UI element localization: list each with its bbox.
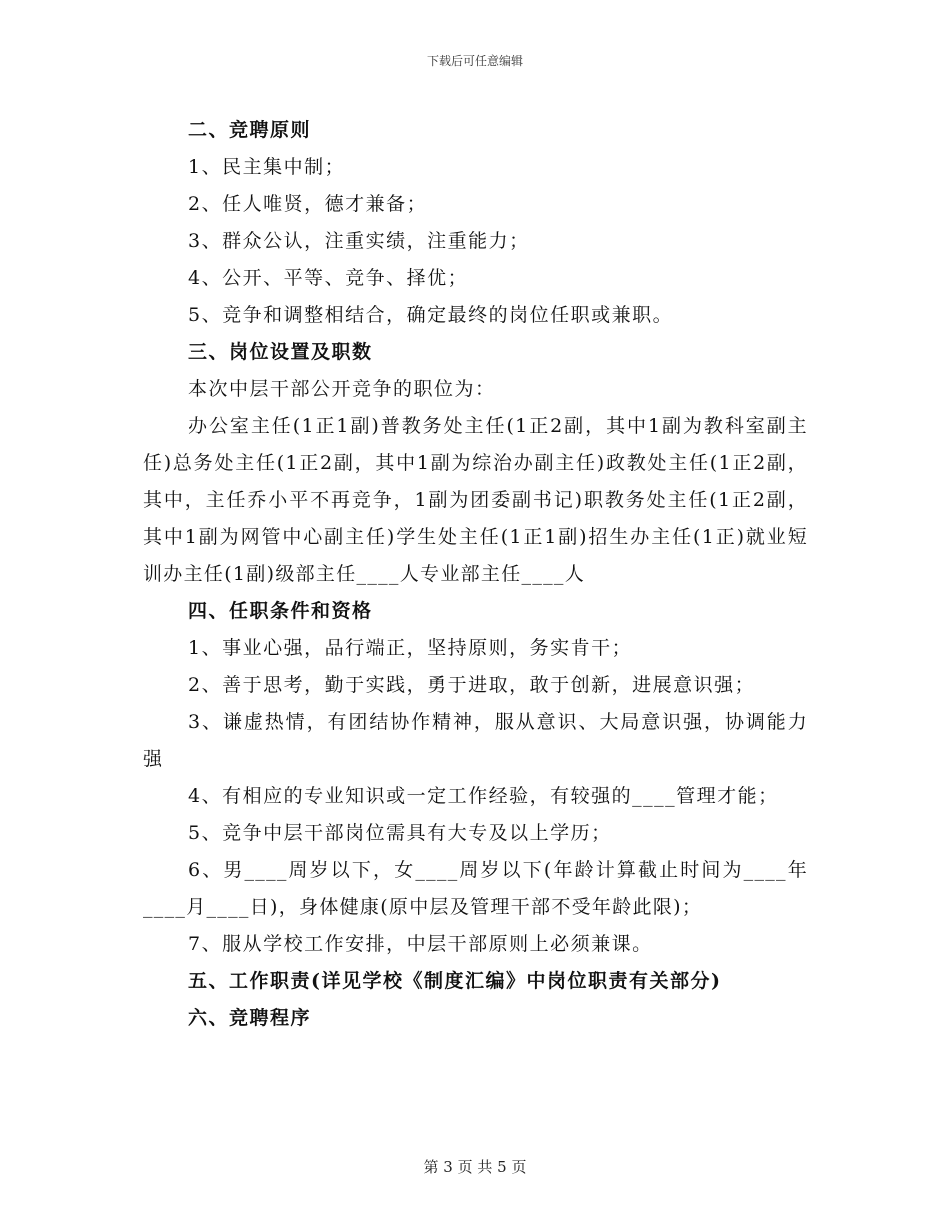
list-item: 1、民主集中制； xyxy=(188,156,346,178)
list-item: 2、任人唯贤，德才兼备； xyxy=(188,193,428,215)
section-title-qualifications: 四、任职条件和资格 xyxy=(188,600,373,622)
positions-paragraph: 办公室主任(1正1副)普教务处主任(1正2副，其中1副为教科室副主任)总务处主任(1正2副，其中1副为综治办副主任)政教处主任(1正2副，其中，主任乔小平不再竞争，1副为团委副书记)职教务处主任(1正2副，其中1副为网管中心副主任)学生处主任(1正1副)招生办主任(1正)就业短训办主任(1副)级部主任____人专业部主任____人 xyxy=(143,415,808,585)
list-item: 1、事业心强，品行端正，坚持原则，务实肯干； xyxy=(188,637,633,659)
section-title-procedure: 六、竞聘程序 xyxy=(188,1007,312,1029)
list-item: 3、群众公认，注重实绩，注重能力； xyxy=(188,230,530,252)
section-title-duties: 五、工作职责(详见学校《制度汇编》中岗位职责有关部分) xyxy=(188,970,722,992)
list-item: 5、竞争和调整相结合，确定最终的岗位任职或兼职。 xyxy=(188,304,674,326)
positions-intro: 本次中层干部公开竞争的职位为： xyxy=(188,378,496,400)
list-item: 7、服从学校工作安排，中层干部原则上必须兼课。 xyxy=(188,933,653,955)
page-number-footer: 第 3 页 共 5 页 xyxy=(423,1158,527,1176)
list-item: 4、公开、平等、竞争、择优； xyxy=(188,267,469,289)
page-header-note: 下载后可任意编辑 xyxy=(426,54,523,68)
section-title-principles: 二、竞聘原则 xyxy=(188,119,312,141)
list-item-paragraph: 3、谦虚热情，有团结协作精神，服从意识、大局意识强，协调能力强 xyxy=(143,711,808,770)
list-item-paragraph: 6、男____周岁以下，女____周岁以下(年龄计算截止时间为____年____月____日)，身体健康(原中层及管理干部不受年龄此限)； xyxy=(143,859,808,918)
document-body xyxy=(143,112,808,1037)
list-item: 4、有相应的专业知识或一定工作经验，有较强的____管理才能； xyxy=(188,785,779,807)
section-title-positions: 三、岗位设置及职数 xyxy=(188,341,373,363)
list-item: 2、善于思考，勤于实践，勇于进取，敢于创新，进展意识强； xyxy=(188,674,756,696)
list-item: 5、竞争中层干部岗位需具有大专及以上学历； xyxy=(188,822,612,844)
